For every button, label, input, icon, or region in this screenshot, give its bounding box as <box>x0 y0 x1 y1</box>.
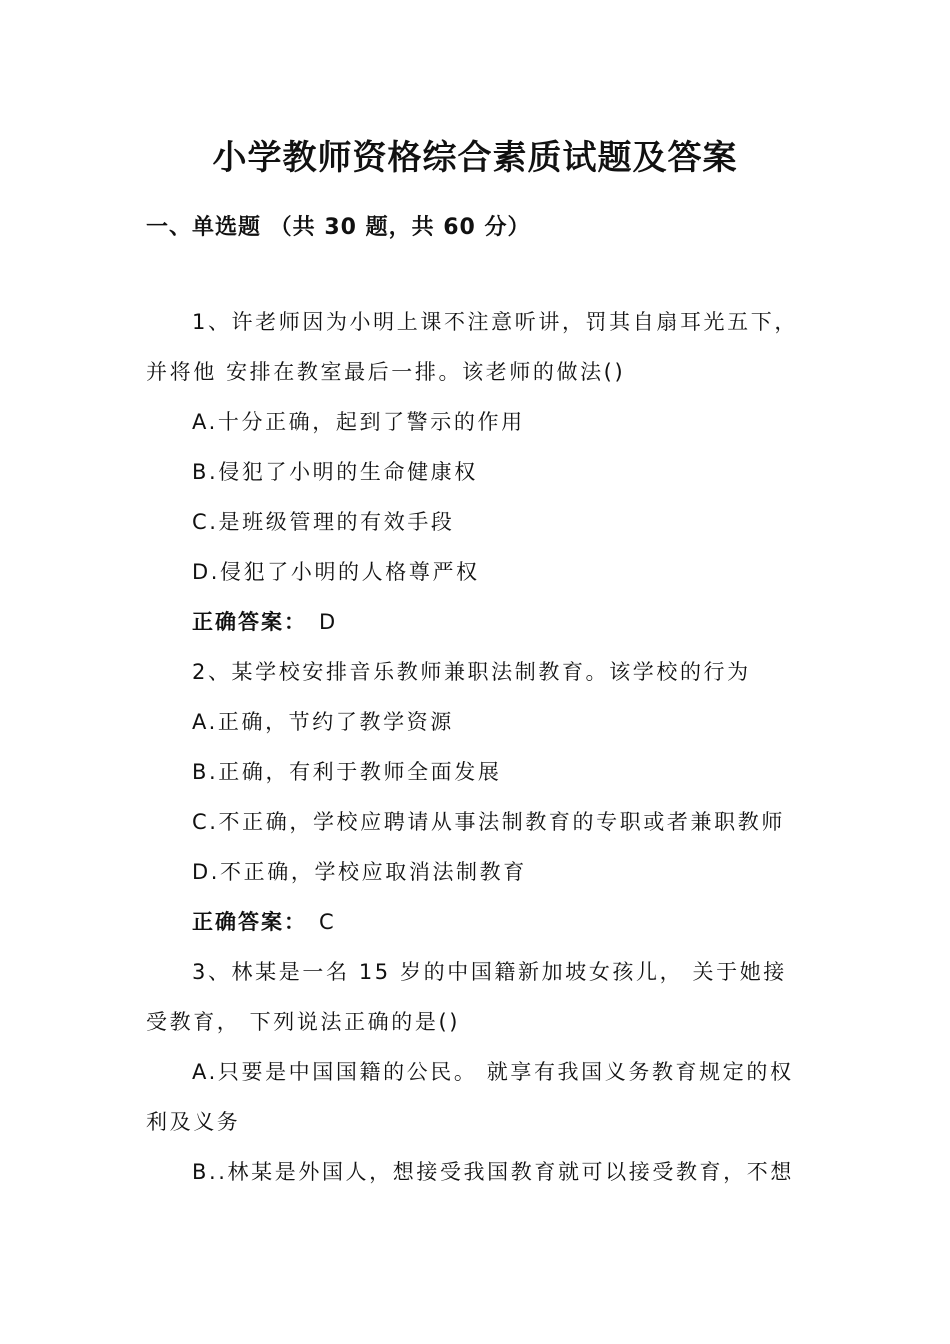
q2-stem-line1: 2、某学校安排音乐教师兼职法制教育。该学校的行为 <box>192 660 751 684</box>
q2-answer-value: C <box>319 910 336 934</box>
section-heading: 一、单选题 （共 30 题，共 60 分） <box>146 215 531 240</box>
q1-option-a: A.十分正确，起到了警示的作用 <box>192 410 525 434</box>
q1-answer <box>192 606 337 638</box>
q1-answer-label: 正确答案： <box>192 610 307 634</box>
q2-answer <box>192 906 336 938</box>
q1-option-d: D.侵犯了小明的人格尊严权 <box>192 560 480 584</box>
q2-option-c: C.不正确，学校应聘请从事法制教育的专职或者兼职教师 <box>192 810 785 834</box>
q2-answer-label: 正确答案： <box>192 910 307 934</box>
q3-option-b-line1: B..林某是外国人，想接受我国教育就可以接受教育，不想 <box>192 1160 794 1184</box>
q1-answer-value: D <box>319 610 338 634</box>
q2-option-b: B.正确，有利于教师全面发展 <box>192 760 502 784</box>
document-title: 小学教师资格综合素质试题及答案 <box>212 138 738 178</box>
q3-stem-line1: 3、林某是一名 15 岁的中国籍新加坡女孩儿， 关于她接 <box>192 960 787 984</box>
q2-option-a: A.正确，节约了教学资源 <box>192 710 454 734</box>
q3-option-a-line2: 利及义务 <box>146 1110 241 1134</box>
q1-option-c: C.是班级管理的有效手段 <box>192 510 455 534</box>
q1-stem-line1: 1、许老师因为小明上课不注意听讲，罚其自扇耳光五下， <box>192 310 798 334</box>
q2-option-d: D.不正确，学校应取消法制教育 <box>192 860 527 884</box>
q1-option-b: B.侵犯了小明的生命健康权 <box>192 460 478 484</box>
q3-stem-line2: 受教育， 下列说法正确的是() <box>146 1010 461 1034</box>
q1-stem-line2: 并将他 安排在教室最后一排。该老师的做法() <box>146 360 626 384</box>
q3-option-a-line1: A.只要是中国国籍的公民。 就享有我国义务教育规定的权 <box>192 1060 794 1084</box>
